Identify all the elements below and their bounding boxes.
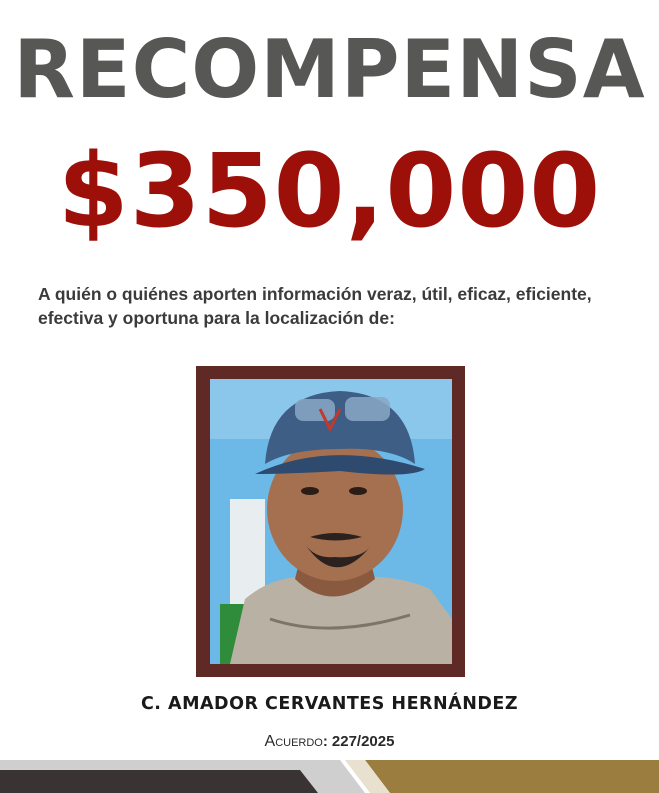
footer-decoration (0, 760, 659, 793)
footer-stripes (0, 760, 659, 793)
person-name: C. AMADOR CERVANTES HERNÁNDEZ (140, 694, 519, 714)
portrait-photo (210, 379, 452, 664)
reward-amount: $350,000 (57, 132, 602, 251)
reward-description: A quién o quiénes aporten información veraz, útil, eficaz, eficiente, efectiva y oportuna para la localización de: (38, 284, 592, 328)
agreement-separator: : (322, 733, 328, 750)
agreement-number: 227/2025 (331, 733, 395, 750)
agreement-line (0, 733, 659, 751)
reward-title: RECOMPENSA (13, 23, 646, 116)
photo-frame (196, 366, 465, 677)
portrait-illustration (210, 379, 452, 664)
agreement-label: Acuerdo (264, 733, 323, 750)
